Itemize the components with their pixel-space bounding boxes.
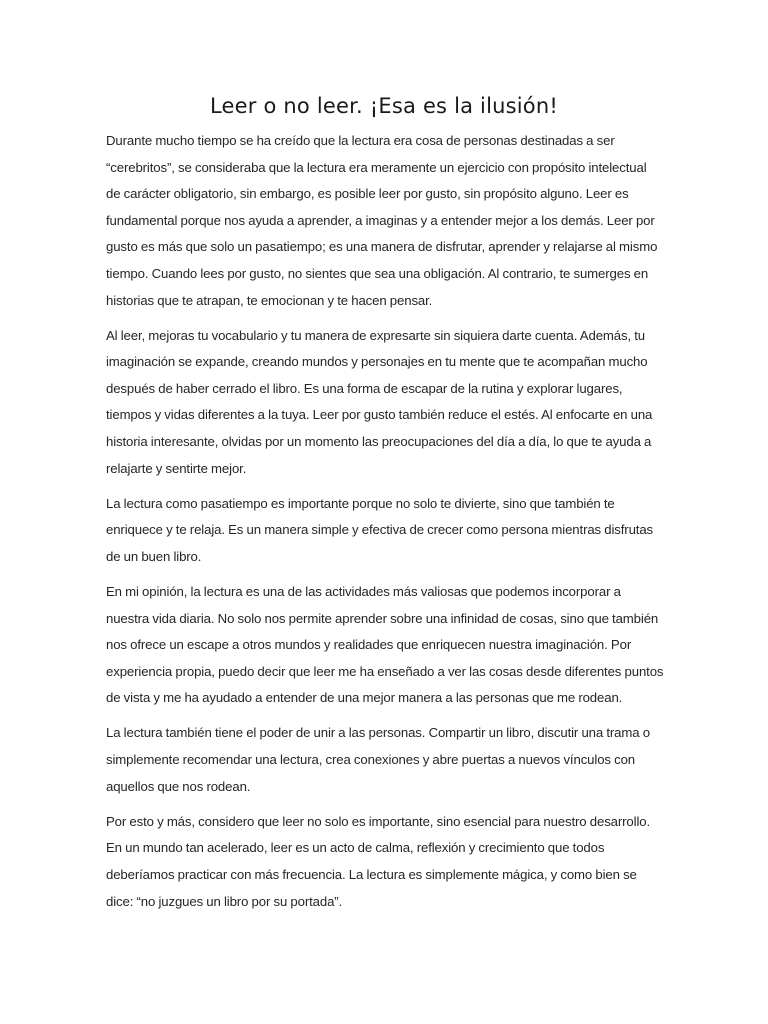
paragraph-5: La lectura también tiene el poder de unir a las personas. Compartir un libro, discutir una trama o simplemente recomendar una lectura, crea conexiones y abre puertas a nuevos vínculos con aquellos que nos rodean. bbox=[106, 725, 650, 794]
paragraph-1: Durante mucho tiempo se ha creído que la lectura era cosa de personas destinadas a ser “cerebritos”, se consideraba que la lectura era meramente un ejercicio con propósito intelectual de carácter obligatorio, sin embargo, es posible leer por gusto, sin propósito alguno. Leer es fundamental porque nos ayuda a aprender, a imaginas y a entender mejor a los demás. Leer por gusto es más que solo un pasatiempo; es una manera de disfrutar, aprender y relajarse al mismo tiempo. Cuando lees por gusto, no sientes que sea una obligación. Al contrario, te sumerges en historias que te atrapan, te emocionan y te hacen pensar. bbox=[106, 133, 658, 308]
paragraph-3: La lectura como pasatiempo es importante porque no solo te divierte, sino que también te enriquece y te relaja. Es un manera simple y efectiva de crecer como persona mientras disfrutas de un buen libro. bbox=[106, 495, 654, 564]
paragraph-6: Por esto y más, considero que leer no solo es importante, sino esencial para nuestro desarrollo. En un mundo tan acelerado, leer es un acto de calma, reflexión y crecimiento que todos deberíamos practicar con más frecuencia. La lectura es simplemente mágica, y como bien se dice: “no juzgues un libro por su portada”. bbox=[106, 813, 651, 909]
paragraph-4: En mi opinión, la lectura es una de las actividades más valiosas que podemos incorporar a nuestra vida diaria. No solo nos permite aprender sobre una infinidad de cosas, sino que también nos ofrece un escape a otros mundos y realidades que enriquecen nuestra imaginación. Por experiencia propia, puedo decir que leer me ha enseñado a ver las cosas desde diferentes puntos de vista y me ha ayudado a entender de una mejor manera a las personas que me rodean. bbox=[106, 584, 664, 706]
paragraph-2: Al leer, mejoras tu vocabulario y tu manera de expresarte sin siquiera darte cuenta. Además, tu imaginación se expande, creando mundos y personajes en tu mente que te acompañan mucho después de haber cerrado el libro. Es una forma de escapar de la rutina y explorar lugares, tiempos y vidas diferentes a la tuya. Leer por gusto también reduce el estés. Al enfocarte en una historia interesante, olvidas por un momento las preocupaciones del día a día, lo que te ayuda a relajarte y sentirte mejor. bbox=[106, 327, 653, 476]
document-body bbox=[106, 128, 664, 924]
document-title: Leer o no leer. ¡Esa es la ilusión! bbox=[210, 94, 558, 118]
